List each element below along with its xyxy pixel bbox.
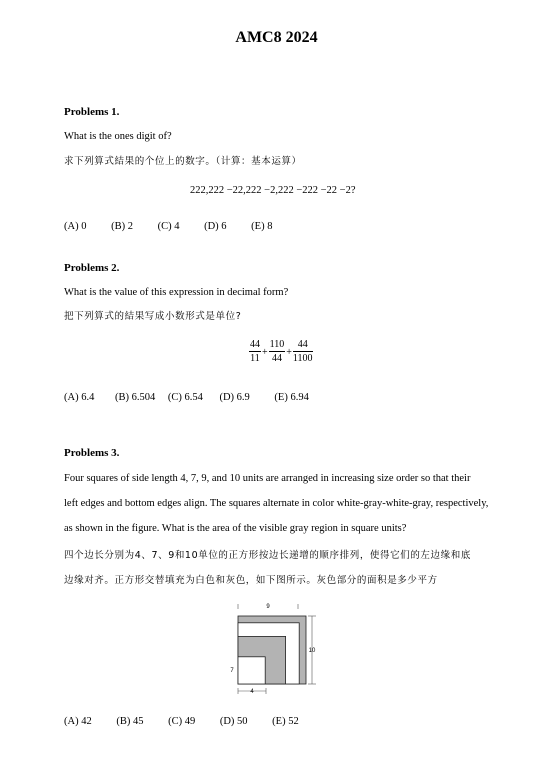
square-side-4: [238, 657, 265, 684]
figure-label-bottom: 4: [250, 689, 254, 695]
squares-figure: [222, 600, 322, 700]
choice-c[interactable]: (C) 4: [157, 221, 180, 232]
choice-a[interactable]: (A) 6.4: [64, 392, 95, 403]
choice-c[interactable]: (C) 6.54: [167, 392, 203, 403]
problem-2-expression: [249, 339, 313, 365]
choice-d[interactable]: (D) 50: [219, 716, 248, 727]
problem-3-text-en-line-2: left edges and bottom edges align. The squares alternate in color white-gray-white-gray, respectively,: [64, 498, 489, 509]
choice-e[interactable]: (E) 8: [251, 221, 273, 232]
fraction-3-denominator: 1100: [292, 353, 313, 364]
choice-b[interactable]: (B) 6.504: [114, 392, 156, 403]
problem-2-choices: [64, 392, 331, 403]
fraction-1: [249, 339, 261, 365]
problem-1-choices: [64, 221, 294, 232]
fraction-2-numerator: 110: [269, 339, 285, 350]
problem-1-text-cn: 求下列算式結果的个位上的数字。（计算：基本运算）: [64, 156, 302, 167]
problem-3-text-cn-line-1: 四个边长分别为4、7、9和10单位的正方形按边长递增的顺序排列，使得它们的左边缘和底: [64, 550, 471, 561]
figure-label-left: 7: [230, 668, 234, 674]
choice-e[interactable]: (E) 52: [272, 716, 299, 727]
choice-a[interactable]: (A) 42: [64, 716, 92, 727]
operator-plus-2: +: [286, 346, 292, 358]
fraction-1-denominator: 11: [250, 353, 260, 364]
choice-a[interactable]: (A) 0: [64, 221, 87, 232]
choice-d[interactable]: (D) 6.9: [219, 392, 250, 403]
problem-1-text-en: What is the ones digit of?: [64, 131, 172, 142]
choice-b[interactable]: (B) 45: [116, 716, 144, 727]
figure-label-top: 9: [266, 604, 270, 610]
choice-c[interactable]: (C) 49: [168, 716, 196, 727]
problem-1-heading: Problems 1.: [64, 106, 120, 118]
figure-label-right: 10: [308, 648, 316, 654]
choice-e[interactable]: (E) 6.94: [274, 392, 309, 403]
problem-3-text-en-line-3: as shown in the figure. What is the area of the visible gray region in square units?: [64, 523, 407, 534]
fraction-2: [269, 339, 286, 365]
fraction-3: [293, 339, 313, 365]
problem-3-text-cn-line-2: 边缘对齐。正方形交替填充为白色和灰色，如下图所示。灰色部分的面积是多少平方: [64, 575, 438, 586]
choice-b[interactable]: (B) 2: [111, 221, 133, 232]
choice-d[interactable]: (D) 6: [204, 221, 227, 232]
problem-2-text-en: What is the value of this expression in decimal form?: [64, 287, 289, 298]
problem-2-text-cn: 把下列算式的結果写成小数形式是单位?: [64, 311, 242, 322]
fraction-1-numerator: 44: [250, 339, 260, 350]
problem-1-expression: 222,222 −22,222 −2,222 −222 −22 −2?: [190, 185, 356, 196]
fraction-2-denominator: 44: [271, 353, 282, 364]
problem-2-heading: Problems 2.: [64, 262, 120, 274]
problem-3-choices: [64, 716, 321, 727]
operator-plus-1: +: [262, 346, 268, 358]
page-title: AMC8 2024: [235, 29, 318, 46]
problem-3-text-en-line-1: Four squares of side length 4, 7, 9, and 10 units are arranged in increasing size order so that their: [64, 473, 471, 484]
fraction-3-numerator: 44: [293, 339, 313, 352]
problem-3-heading: Problems 3.: [64, 447, 120, 459]
